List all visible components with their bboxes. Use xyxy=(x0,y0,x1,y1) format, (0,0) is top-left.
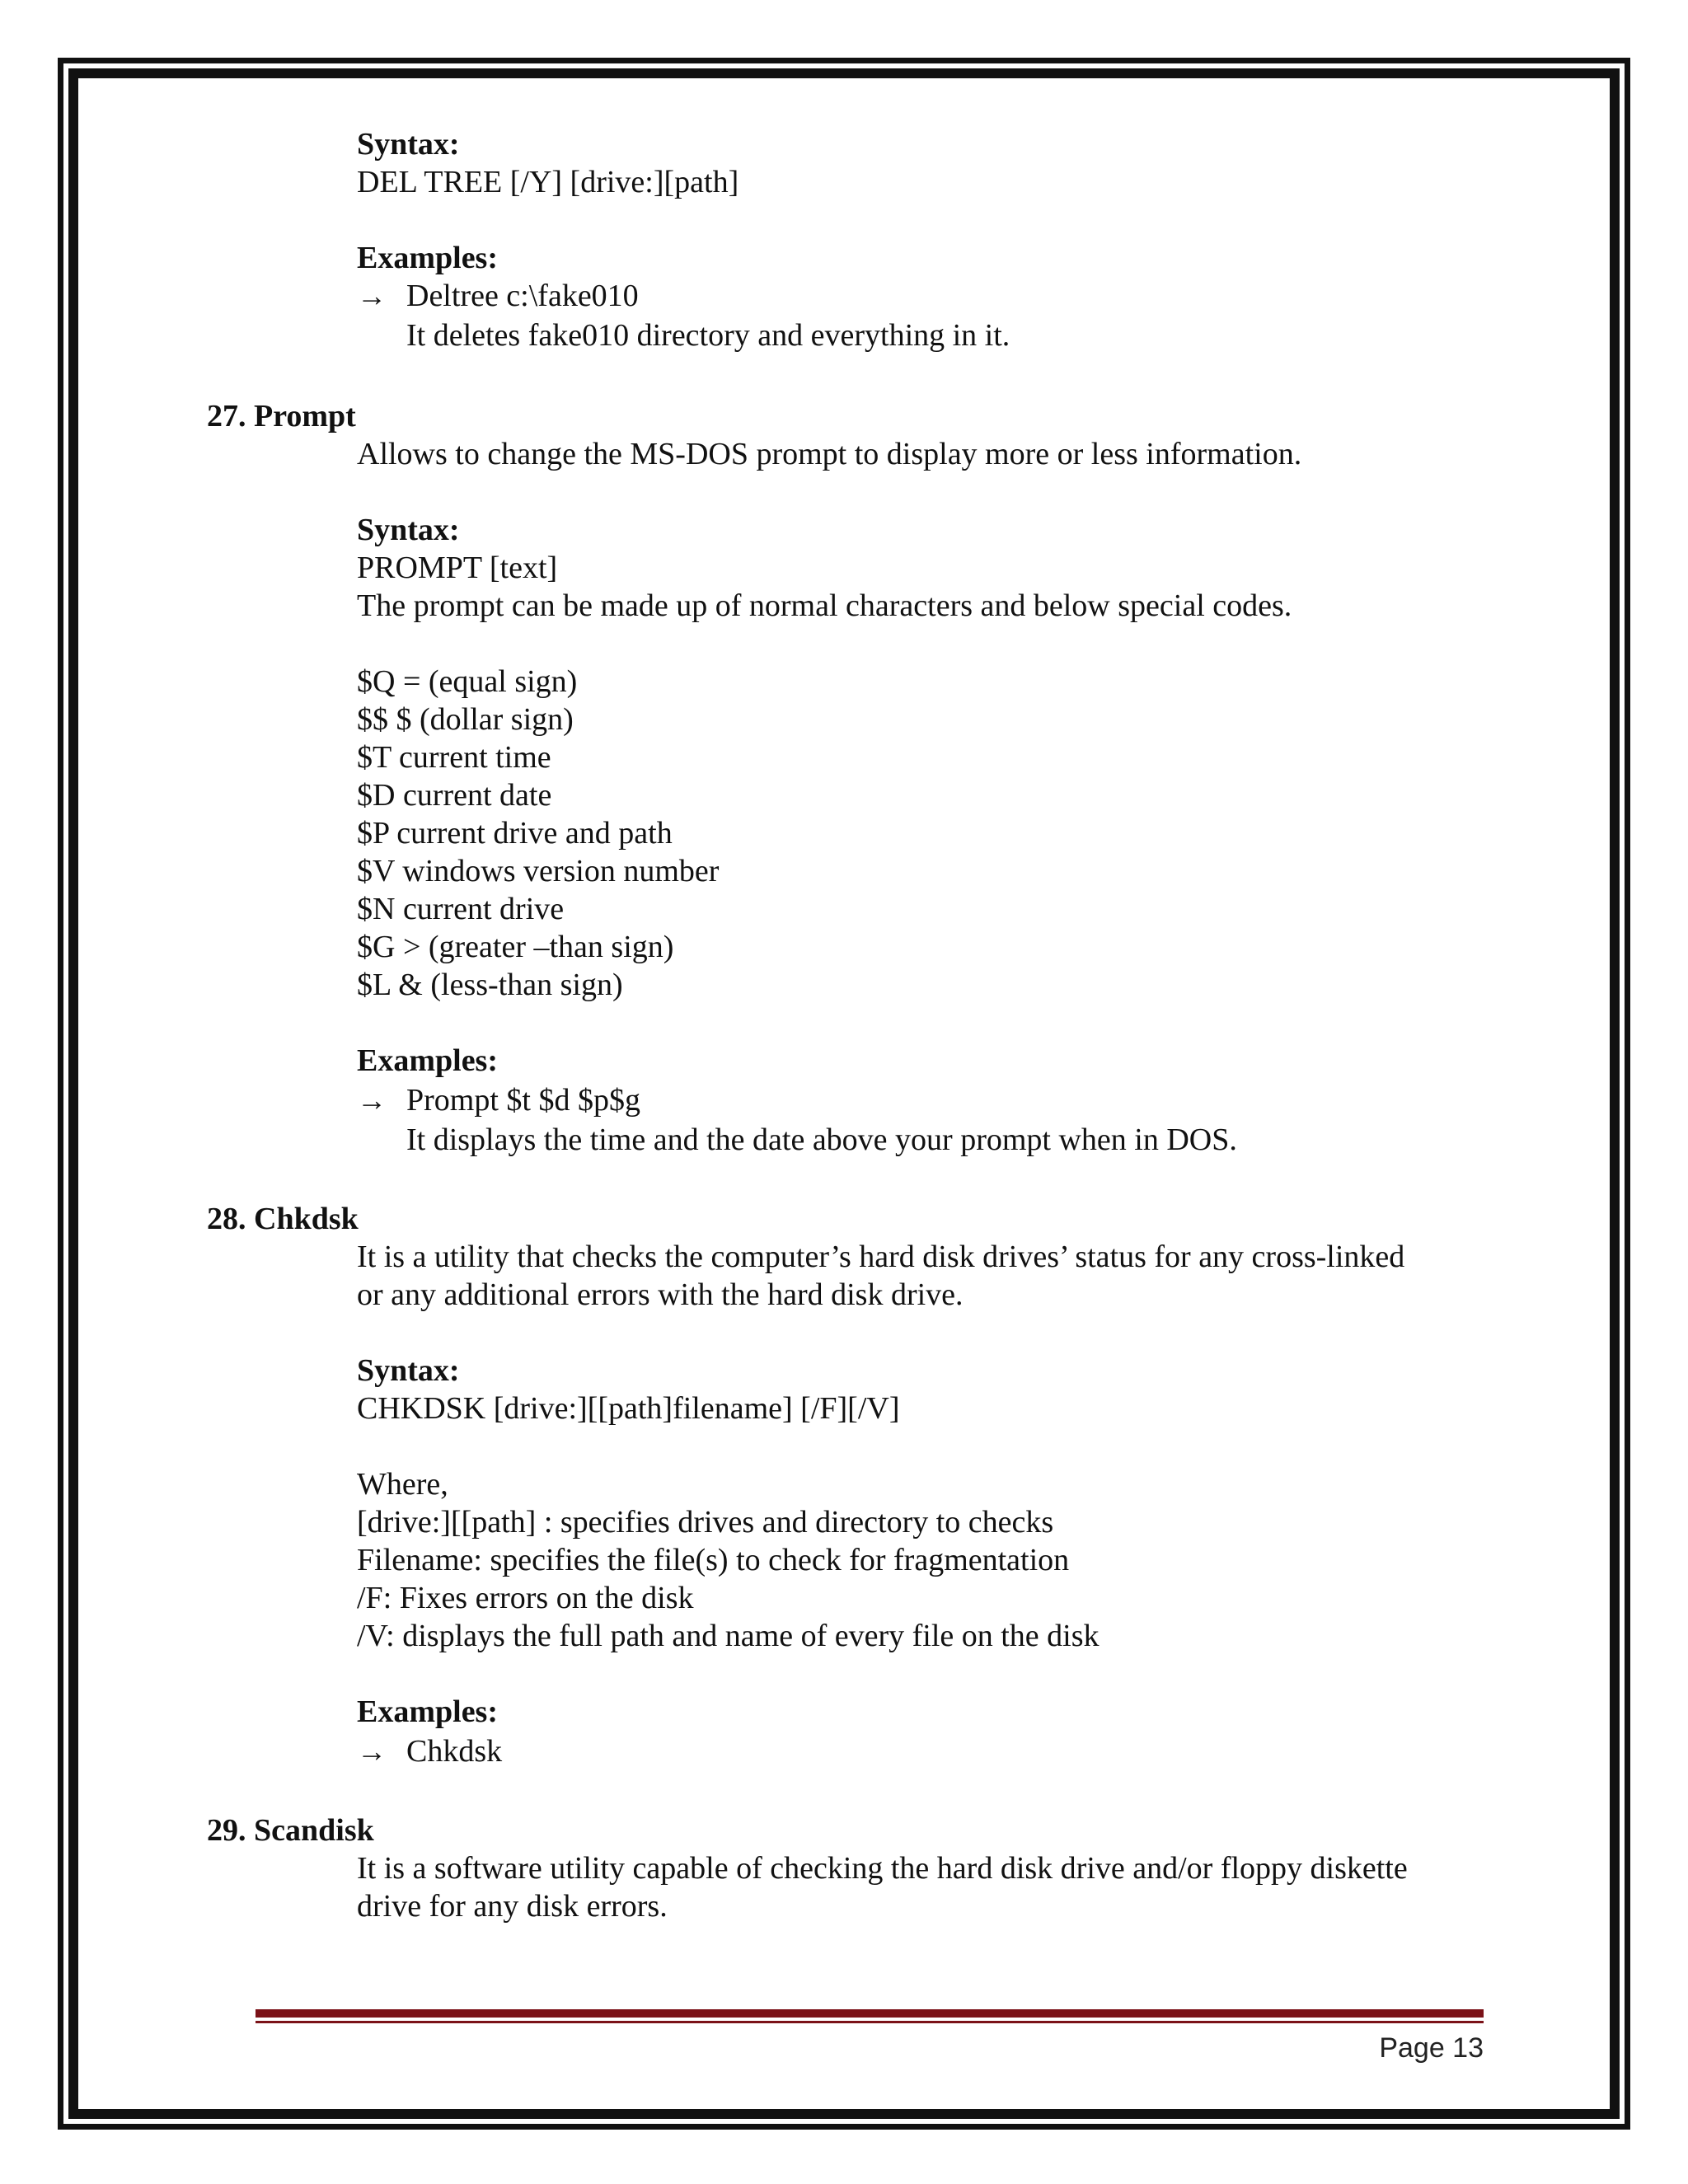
prompt-code-item: $L & (less-than sign) xyxy=(357,968,623,1002)
chkdsk-where-item: /V: displays the full path and name of every file on the disk xyxy=(357,1619,1100,1653)
deltree-example-command: Deltree c:\fake010 xyxy=(406,279,639,313)
prompt-code-item: $P current drive and path xyxy=(357,816,673,851)
section-29-title: 29. Scandisk xyxy=(207,1813,374,1848)
section-27-title: 27. Prompt xyxy=(207,399,356,434)
prompt-code-item: $Q = (equal sign) xyxy=(357,664,578,699)
arrow-icon: → xyxy=(357,279,387,312)
prompt-code-item: $T current time xyxy=(357,740,551,775)
prompt-example-desc: It displays the time and the date above your prompt when in DOS. xyxy=(406,1122,1237,1157)
prompt-examples-heading: Examples: xyxy=(357,1043,498,1078)
chkdsk-example-command: Chkdsk xyxy=(406,1734,503,1769)
prompt-syntax-heading: Syntax: xyxy=(357,513,460,547)
prompt-code-item: $$ $ (dollar sign) xyxy=(357,702,574,737)
chkdsk-description-line2: or any additional errors with the hard disk drive. xyxy=(357,1277,964,1312)
arrow-icon: → xyxy=(357,1084,387,1117)
footer-rule-thin xyxy=(256,2021,1484,2023)
chkdsk-syntax-text: CHKDSK [drive:][[path]filename] [/F][/V] xyxy=(357,1391,900,1426)
chkdsk-where-item: /F: Fixes errors on the disk xyxy=(357,1581,694,1615)
arrow-icon: → xyxy=(357,1735,387,1768)
prompt-code-item: $N current drive xyxy=(357,892,565,926)
scandisk-description-line2: drive for any disk errors. xyxy=(357,1889,668,1924)
chkdsk-where-heading: Where, xyxy=(357,1467,448,1502)
prompt-code-item: $V windows version number xyxy=(357,854,720,888)
deltree-syntax-heading: Syntax: xyxy=(357,127,460,162)
section-28-title: 28. Chkdsk xyxy=(207,1202,359,1236)
deltree-example-desc: It deletes fake010 directory and everything in it. xyxy=(406,318,1010,353)
prompt-code-item: $D current date xyxy=(357,778,552,813)
prompt-syntax-text: PROMPT [text] xyxy=(357,551,558,585)
chkdsk-where-item: [drive:][[path] : specifies drives and directory to checks xyxy=(357,1505,1054,1540)
chkdsk-examples-heading: Examples: xyxy=(357,1694,498,1729)
scandisk-description-line1: It is a software utility capable of checking the hard disk drive and/or floppy diskette xyxy=(357,1851,1408,1886)
deltree-syntax-text: DEL TREE [/Y] [drive:][path] xyxy=(357,165,739,199)
prompt-syntax-note: The prompt can be made up of normal characters and below special codes. xyxy=(357,588,1292,623)
chkdsk-where-item: Filename: specifies the file(s) to check for fragmentation xyxy=(357,1543,1070,1577)
chkdsk-description-line1: It is a utility that checks the computer’s hard disk drives’ status for any cross-linked xyxy=(357,1240,1405,1274)
prompt-example-command: Prompt $t $d $p$g xyxy=(406,1083,640,1118)
deltree-examples-heading: Examples: xyxy=(357,241,498,275)
prompt-description: Allows to change the MS-DOS prompt to display more or less information. xyxy=(357,437,1302,471)
page-number: Page 13 xyxy=(1379,2032,1484,2064)
chkdsk-syntax-heading: Syntax: xyxy=(357,1353,460,1388)
footer-rule xyxy=(256,2009,1484,2018)
prompt-code-item: $G > (greater –than sign) xyxy=(357,930,674,964)
